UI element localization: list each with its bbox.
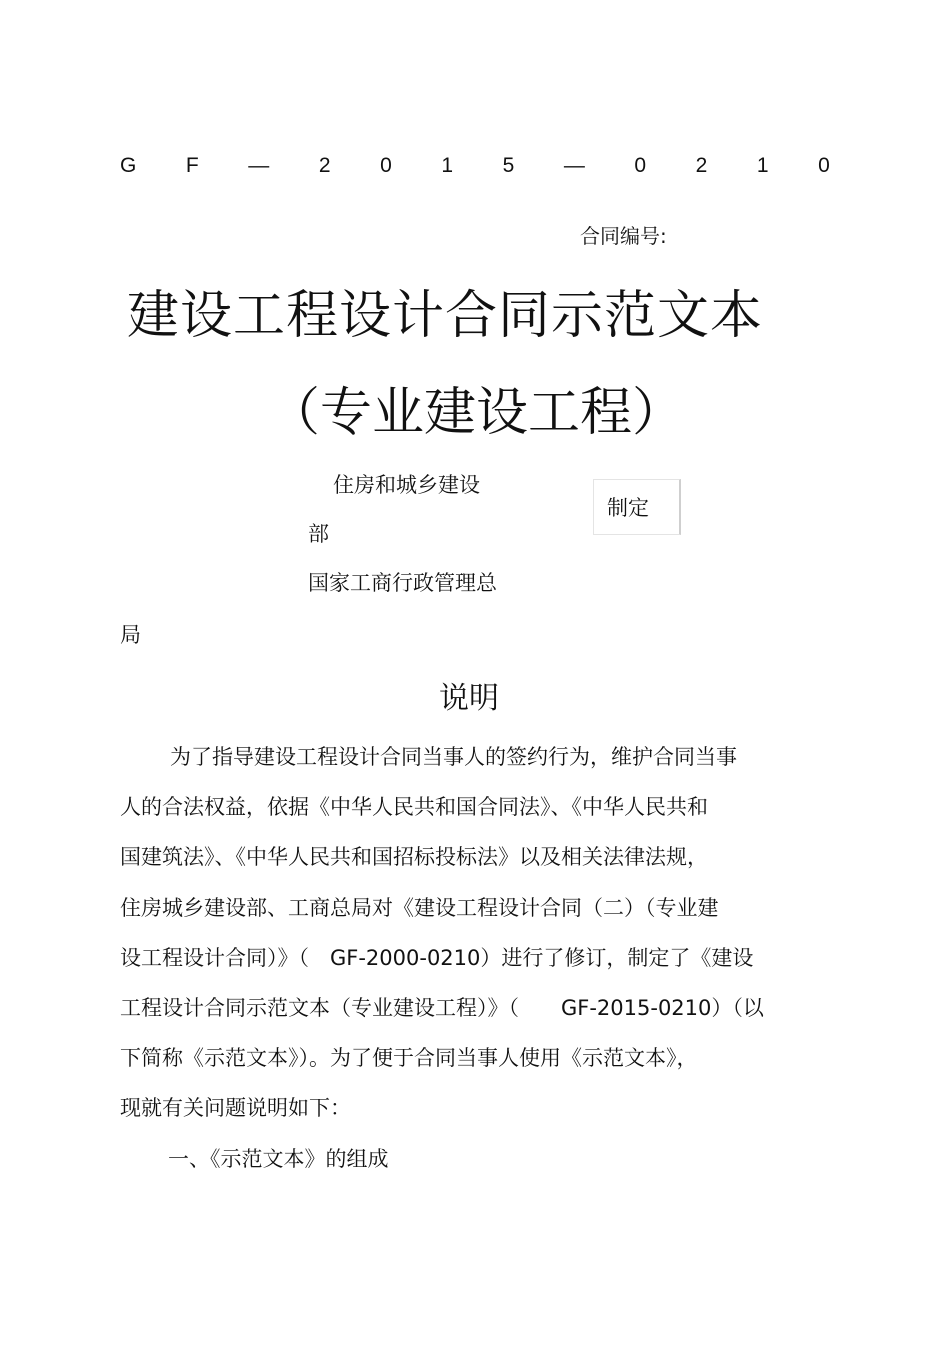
contract-number-label: 合同编号:	[580, 224, 667, 248]
paragraph-line: 下简称《示范文本》）。为了便于合同当事人使用《示范文本》，	[120, 1046, 698, 1070]
code-char: 5	[502, 154, 515, 177]
paragraph-line: 现就有关问题说明如下：	[120, 1096, 351, 1120]
code-char: 2	[318, 154, 331, 177]
paragraph-line: 工程设计合同示范文本（专业建设工程）》（ GF-2015-0210）（以	[120, 996, 764, 1020]
document-subtitle: （专业建设工程）	[268, 383, 685, 443]
code-char: —	[563, 154, 585, 177]
paragraph-line: 为了指导建设工程设计合同当事人的签约行为，维护合同当事	[170, 745, 737, 769]
issuer-ministry-line1: 住房和城乡建设	[333, 473, 480, 497]
document-title: 建设工程设计合同示范文本	[127, 286, 764, 346]
section-heading-composition: 一、《示范文本》的组成	[168, 1147, 389, 1171]
code-char: F	[185, 154, 199, 177]
enact-label: 制定	[607, 496, 649, 520]
code-char: —	[248, 154, 270, 177]
code-char: 0	[818, 154, 830, 177]
document-code	[120, 150, 830, 182]
code-char: 2	[695, 154, 708, 177]
issuer-saic-line1: 国家工商行政管理总	[308, 571, 497, 595]
section-title: 说明	[439, 681, 499, 716]
paragraph-line: 住房城乡建设部、工商总局对《建设工程设计合同（二）（专业建	[120, 896, 719, 920]
code-char: 1	[441, 154, 454, 177]
paragraph-line: 设工程设计合同）》（ GF-2000-0210）进行了修订，制定了《建设	[120, 946, 754, 970]
paragraph-line: 国建筑法》、《中华人民共和国招标投标法》以及相关法律法规，	[120, 845, 708, 869]
code-char: G	[120, 154, 137, 177]
enact-box	[593, 479, 681, 535]
issuer-ministry-line2: 部	[308, 522, 329, 546]
paragraph-line: 人的合法权益，依据《中华人民共和国合同法》、《中华人民共和	[120, 795, 708, 819]
code-char: 0	[634, 154, 647, 177]
code-char: 1	[756, 154, 769, 177]
issuer-saic-line2: 局	[120, 623, 141, 647]
code-char: 0	[380, 154, 392, 177]
